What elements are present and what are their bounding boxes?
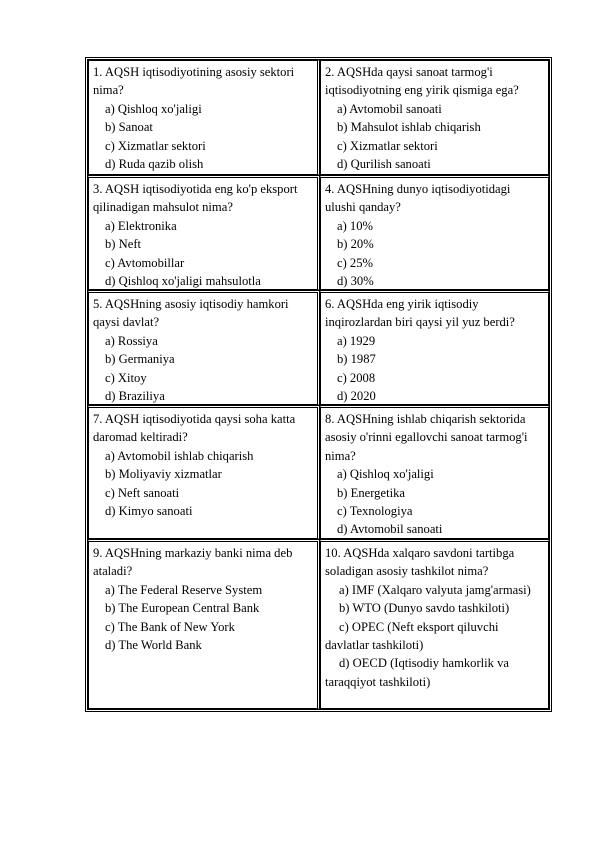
answer-option: a) Elektronika: [105, 218, 177, 233]
answer-option: d) Qishloq xo'jaligi mahsulotla: [105, 274, 261, 289]
question-text: 8. AQSHning ishlab chiqarish sektorida asosiy o'rinni egallovchi sanoat tarmog'i nima?: [325, 412, 528, 463]
answer-option: c) Texnologiya: [337, 504, 413, 519]
answer-option: b) Energetika: [337, 485, 405, 500]
question-cell-4: [320, 175, 549, 290]
answer-option: b) Germaniya: [105, 352, 175, 367]
answer-option: d) OECD (Iqtisodiy hamkorlik va taraqqiyot tashkiloti): [325, 656, 509, 689]
question-text: 6. AQSHda eng yirik iqtisodiy inqirozlardan biri qaysi yil yuz berdi?: [325, 297, 515, 330]
answer-option: c) Avtomobillar: [105, 255, 185, 270]
question-cell-9: [88, 539, 320, 709]
question-text: 2. AQSHda qaysi sanoat tarmog'i iqtisodiyotning eng yirik qismiga ega?: [325, 65, 519, 98]
answer-option: d) Qurilish sanoati: [337, 157, 431, 172]
answer-option: d) The World Bank: [105, 638, 202, 653]
answer-option: a) Rossiya: [105, 333, 158, 348]
question-text: 10. AQSHda xalqaro savdoni tartibga soladigan asosiy tashkilot nima?: [325, 546, 515, 579]
question-text: 7. AQSH iqtisodiyotida qaysi soha katta daromad keltiradi?: [93, 412, 296, 445]
question-cell-2: [320, 60, 549, 175]
question-text: 3. AQSH iqtisodiyotida eng ko'p eksport qilinadigan mahsulot nima?: [93, 182, 298, 215]
answer-option: a) IMF (Xalqaro valyuta jamg'armasi): [339, 582, 531, 597]
answer-option: d) 30%: [337, 274, 374, 289]
question-cell-10: [320, 539, 549, 709]
answer-option: a) Qishloq xo'jaligi: [337, 467, 434, 482]
answer-option: d) Kimyo sanoati: [105, 504, 193, 519]
answer-option: b) WTO (Dunyo savdo tashkiloti): [339, 601, 510, 616]
answer-option: a) Avtomobil ishlab chiqarish: [105, 448, 254, 463]
answer-option: d) Ruda qazib olish: [105, 157, 204, 172]
question-text: 5. AQSHning asosiy iqtisodiy hamkori qaysi davlat?: [93, 297, 289, 330]
question-cell-3: [88, 175, 320, 290]
question-cell-5: [88, 290, 320, 405]
answer-option: c) 2008: [337, 370, 376, 385]
answer-option: b) 1987: [337, 352, 376, 367]
question-text: 9. AQSHning markaziy banki nima deb ataladi?: [93, 546, 293, 579]
answer-option: d) 2020: [337, 389, 376, 404]
answer-option: c) The Bank of New York: [105, 619, 235, 634]
question-cell-7: [88, 405, 320, 539]
answer-option: a) 1929: [337, 333, 376, 348]
answer-option: b) Sanoat: [105, 120, 153, 135]
question-cell-6: [320, 290, 549, 405]
answer-option: a) Avtomobil sanoati: [337, 101, 442, 116]
answer-option: b) Neft: [105, 237, 142, 252]
answer-option: c) Xizmatlar sektori: [105, 138, 206, 153]
answer-option: a) Qishloq xo'jaligi: [105, 101, 202, 116]
answer-option: c) Xizmatlar sektori: [337, 138, 438, 153]
answer-option: b) Mahsulot ishlab chiqarish: [337, 120, 481, 135]
question-cell-1: [88, 60, 320, 175]
quiz-table: [85, 57, 552, 712]
answer-option: b) Moliyaviy xizmatlar: [105, 467, 222, 482]
answer-option: d) Avtomobil sanoati: [337, 522, 443, 537]
answer-option: d) Braziliya: [105, 389, 165, 404]
answer-option: c) 25%: [337, 255, 374, 270]
answer-option: b) 20%: [337, 237, 374, 252]
question-text: 4. AQSHning dunyo iqtisodiyotidagi ulushi qanday?: [325, 182, 511, 215]
answer-option: c) Neft sanoati: [105, 485, 180, 500]
answer-option: b) The European Central Bank: [105, 601, 260, 616]
question-cell-8: [320, 405, 549, 539]
question-text: 1. AQSH iqtisodiyotining asosiy sektori nima?: [93, 65, 295, 98]
answer-option: c) OPEC (Neft eksport qiluvchi davlatlar tashkiloti): [325, 619, 499, 653]
answer-option: a) The Federal Reserve System: [105, 582, 263, 597]
answer-option: c) Xitoy: [105, 370, 147, 385]
answer-option: a) 10%: [337, 218, 374, 233]
